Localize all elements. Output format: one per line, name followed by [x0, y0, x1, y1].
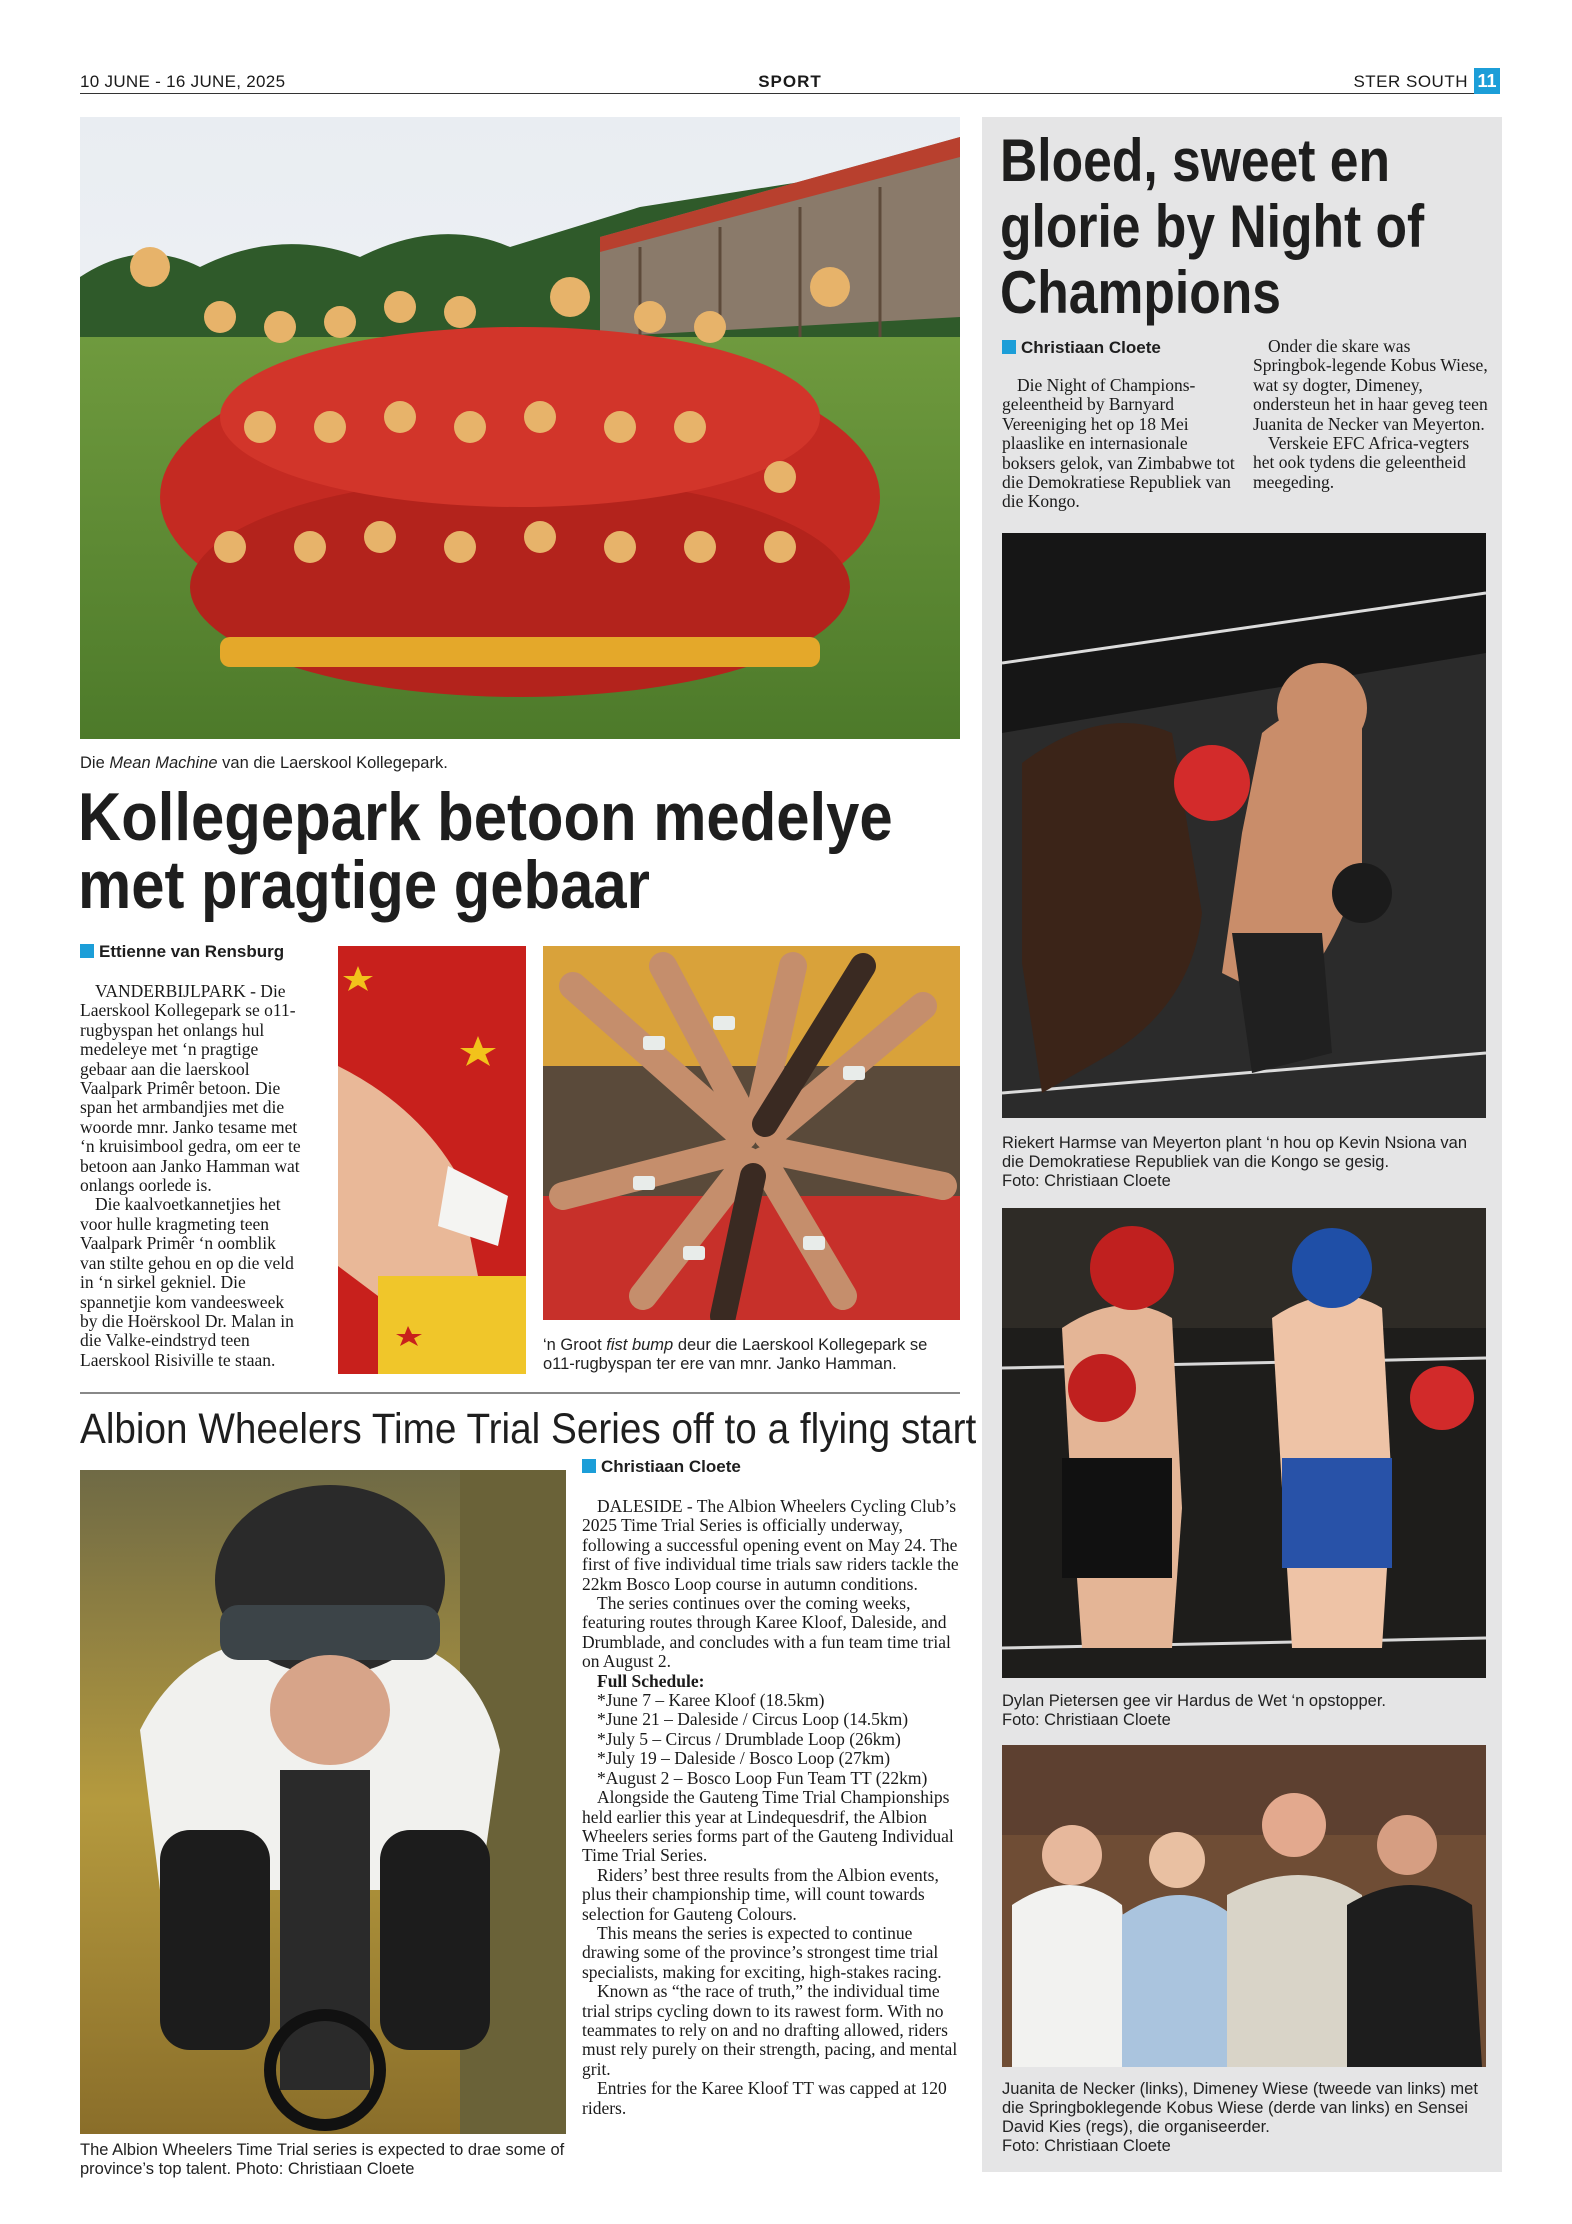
- team-photo-caption: Die Mean Machine van die Laerskool Kollegepark.: [80, 754, 448, 772]
- caption-italic: fist bump: [606, 1336, 674, 1354]
- article2-paragraph: This means the series is expected to continue drawing some of the province’s strongest time trial specialists, making for exciting, high-stakes racing.: [582, 1922, 942, 1982]
- byline-article2: Christiaan Cloete: [582, 1457, 741, 1477]
- issue-date: 10 JUNE - 16 JUNE, 2025: [80, 72, 286, 91]
- fist-bump-photo: [543, 946, 960, 1320]
- byline-marker: [80, 944, 94, 958]
- article2-paragraph: Riders’ best three results from the Albion events, plus their championship time, will count towards selection for Gauteng Colours.: [582, 1864, 939, 1924]
- sidebar-headline-1: Bloed, sweet en: [1000, 127, 1390, 194]
- page-number: 11: [1474, 68, 1500, 94]
- article2-paragraph: DALESIDE - The Albion Wheelers Cycling Club’s 2025 Time Trial Series is officially underway, following a successful opening event on May 24. The first of five individual time trials saw riders tackle the 22km Bosco Loop course in autumn conditions.: [582, 1496, 959, 1594]
- byline-article1: Ettienne van Rensburg: [80, 942, 284, 962]
- schedule-item: *July 5 – Circus / Drumblade Loop (26km): [597, 1728, 901, 1749]
- photo-credit: Foto: Christiaan Cloete: [1002, 2137, 1171, 2155]
- sidebar-col2: [1253, 337, 1488, 492]
- cyclist-photo: [80, 1470, 566, 2134]
- article2-paragraph: The series continues over the coming weeks, featuring routes through Karee Kloof, Daleside, and Drumblade, and concludes with a fun team time trial on August 2.: [582, 1593, 951, 1672]
- boxing-photo-2: [1002, 1208, 1486, 1678]
- headline-kollegepark-1: Kollegepark betoon medelye: [78, 779, 893, 855]
- wristband-photo: [338, 946, 526, 1374]
- sidebar-paragraph: Onder die skare was Springbok-legende Kobus Wiese, wat sy dogter, Dimeney, ondersteun het in haar geveg teen Juanita de Necker van Meyerton.: [1253, 336, 1488, 434]
- boxing-photo-1: [1002, 533, 1486, 1118]
- schedule-item: *July 19 – Daleside / Bosco Loop (27km): [597, 1748, 891, 1769]
- caption-italic: Mean Machine: [109, 754, 218, 772]
- group-caption: Juanita de Necker (links), Dimeney Wiese (tweede van links) met die Springboklegende Kobus Wiese (derde van links) en Sensei David Kies (regs), die organiseerder. Foto: Christiaan Cloete: [1002, 2080, 1486, 2156]
- fist-bump-caption: ‘n Groot fist bump deur die Laerskool Kollegepark se o11-rugbyspan ter ere van mnr. Janko Hamman.: [543, 1336, 928, 1373]
- article2-body: [582, 1497, 960, 2118]
- boxing-caption-1: Riekert Harmse van Meyerton plant ‘n hou op Kevin Nsiona van die Demokratiese Republiek van die Kongo se gesig. Foto: Christiaan Cloete: [1002, 1134, 1486, 1191]
- section-divider: [80, 1392, 960, 1394]
- sidebar-paragraph: Verskeie EFC Africa-vegters het ook tydens die geleentheid meegeding.: [1253, 433, 1470, 492]
- schedule-title: Full Schedule:: [597, 1670, 705, 1691]
- page-header: [80, 70, 1500, 94]
- photo-credit: Foto: Christiaan Cloete: [1002, 1172, 1171, 1190]
- byline-sidebar: Christiaan Cloete: [1002, 338, 1161, 358]
- schedule-item: *August 2 – Bosco Loop Fun Team TT (22km): [597, 1767, 928, 1788]
- headline-kollegepark-2: met pragtige gebaar: [78, 847, 650, 923]
- sidebar-paragraph: Die Night of Champions-geleentheid by Barnyard Vereeniging het op 18 Mei plaaslike en internasionale boksers gelok, van Zimbabwe tot die Demokratiese Republiek van die Kongo.: [1002, 375, 1235, 512]
- schedule-item: *June 21 – Daleside / Circus Loop (14.5km): [597, 1709, 909, 1730]
- article1-paragraph: VANDERBIJLPARK - Die Laerskool Kollegepark se o11-rugbyspan het onlangs hul medeleye met ‘n pragtige gebaar aan die laerskool Vaalpark Primêr betoon. Die span het armbandjies met die woorde mnr. Janko tesame met ‘n kruisimbool gedra, om eer te betoon aan Janko Hamman wat onlangs oorlede is.: [80, 981, 301, 1196]
- photo-credit: Foto: Christiaan Cloete: [1002, 1711, 1171, 1729]
- newspaper-name: STER SOUTH: [1353, 72, 1468, 91]
- group-photo: [1002, 1745, 1486, 2067]
- byline-marker: [1002, 340, 1016, 354]
- team-photo: [80, 117, 960, 739]
- article2-paragraph: Known as “the race of truth,” the individual time trial strips cycling down to its rawest form. With no teammates to rely on and no drafting allowed, riders must rely purely on their strength, pacing, and mental grit.: [582, 1981, 958, 2079]
- schedule-item: *June 7 – Karee Kloof (18.5km): [597, 1690, 825, 1711]
- sidebar-headline-3: Champions: [1000, 259, 1281, 326]
- article2-paragraph: Alongside the Gauteng Time Trial Championships held earlier this year at Lindequesdrif, the Albion Wheelers series forms part of the Gauteng Individual Time Trial Series.: [582, 1787, 954, 1866]
- cyclist-photo-caption: The Albion Wheelers Time Trial series is expected to drae some of province’s top talent. Photo: Christiaan Cloete: [80, 2141, 565, 2178]
- headline-albion: Albion Wheelers Time Trial Series off to a flying start: [80, 1405, 977, 1453]
- article1-body: [80, 982, 302, 1370]
- sidebar-col1: [1002, 376, 1237, 512]
- sidebar-headline-2: glorie by Night of: [1000, 193, 1425, 260]
- boxing-caption-2: Dylan Pietersen gee vir Hardus de Wet ‘n opstopper. Foto: Christiaan Cloete: [1002, 1692, 1486, 1730]
- section-title: SPORT: [758, 72, 822, 91]
- byline-marker: [582, 1459, 596, 1473]
- article1-paragraph: Die kaalvoetkannetjies het voor hulle kragmeting teen Vaalpark Primêr ‘n oomblik van stilte gehou en op die veld in ‘n sirkel gekniel. Die spannetjie kom vandeesweek by die Hoërskool Dr. Malan in die Valke-eindstryd teen Laerskool Risiville te staan.: [80, 1194, 294, 1370]
- article2-paragraph: Entries for the Karee Kloof TT was capped at 120 riders.: [582, 2078, 947, 2118]
